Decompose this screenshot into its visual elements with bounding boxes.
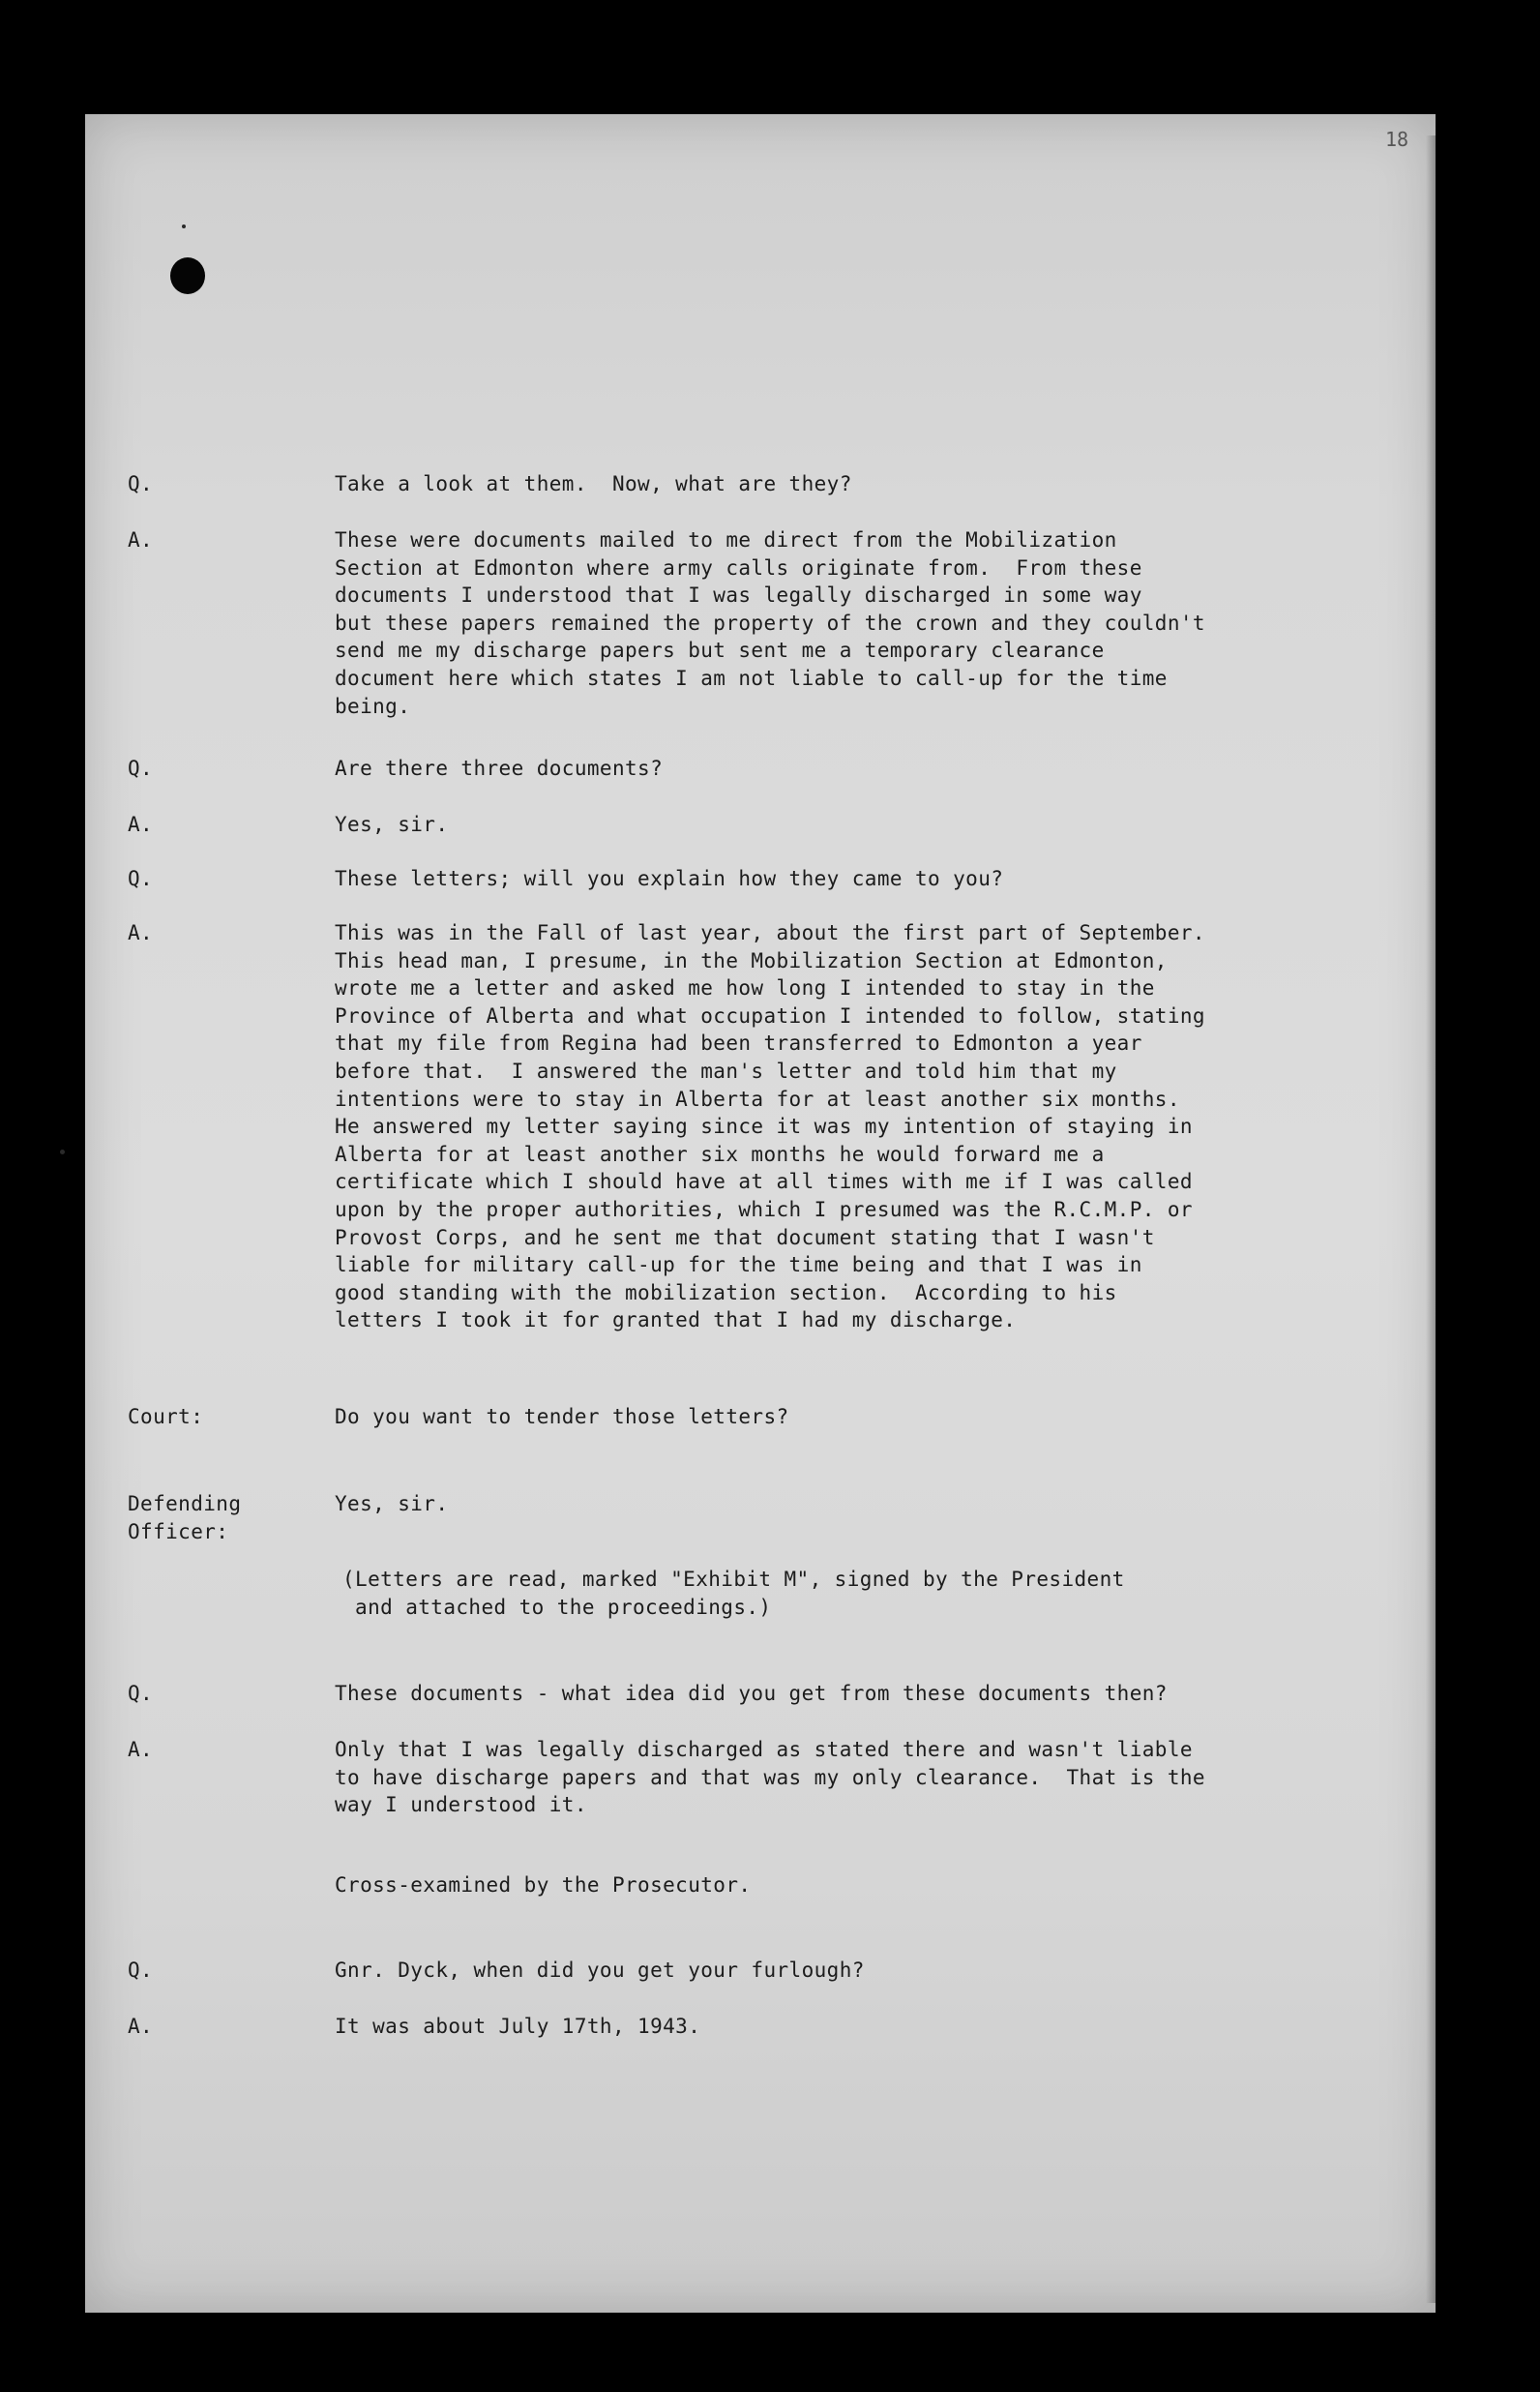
- speaker-label: Q.: [128, 472, 154, 495]
- speaker-label: Q.: [128, 867, 154, 890]
- entry-text: Only that I was legally discharged as stated there and wasn't liable to have discharge papers and that was my only clearance. That is the way I understood it.: [335, 1738, 1205, 1817]
- speaker-label: Q.: [128, 1958, 154, 1982]
- speaker-label: Q.: [128, 1682, 154, 1705]
- entry-text: (Letters are read, marked "Exhibit M", signed by the President and attached to the proceedings.): [342, 1568, 1125, 1619]
- dust-speck: [60, 1150, 65, 1154]
- entry-text: These letters; will you explain how they came to you?: [335, 867, 1004, 890]
- entry-text: Gnr. Dyck, when did you get your furlough?: [335, 1958, 865, 1982]
- page-number: 18: [1385, 128, 1409, 151]
- speaker-label: A.: [128, 2015, 154, 2038]
- speaker-label: A.: [128, 921, 154, 944]
- entry-text: Are there three documents?: [335, 757, 664, 780]
- dust-speck: [182, 224, 186, 228]
- speaker-label: A.: [128, 1738, 154, 1761]
- entry-text: Yes, sir.: [335, 813, 449, 836]
- entry-text: Cross-examined by the Prosecutor.: [335, 1873, 752, 1897]
- entry-text: Take a look at them. Now, what are they?: [335, 472, 852, 495]
- speaker-label: A.: [128, 813, 154, 836]
- entry-text: Yes, sir.: [335, 1492, 449, 1515]
- speaker-label: Defending Officer:: [128, 1492, 242, 1543]
- paper-edge-shadow: [1426, 135, 1436, 2303]
- entry-text: This was in the Fall of last year, about the first part of September. This head man, I presume, in the Mobilization Section at Edmonton, wrote me a letter and asked me how long I intended to stay in the Province of Alberta and what occupation I intended to follow, stating that my file from Regina had been transferred to Edmonton a year before that. I answered the man's letter and told him that my intentions were to stay in Alberta for at least another six months. He answered my letter saying since it was my intention of staying in Alberta for at least another six months he would forward me a certificate which I should have at all times with me if I was called upon by the proper authorities, which I presumed was the R.C.M.P. or Provost Corps, and he sent me that document stating that I wasn't liable for military call-up for the time being and that I was in good standing with the mobilization section. According to his letters I took it for granted that I had my discharge.: [335, 921, 1205, 1332]
- entry-text: These documents - what idea did you get from these documents then?: [335, 1682, 1168, 1705]
- punch-hole: [170, 257, 205, 294]
- entry-text: These were documents mailed to me direct from the Mobilization Section at Edmonton where army calls originate from. From these documents I understood that I was legally discharged in some way but these papers remained the property of the crown and they couldn't send me my discharge papers but sent me a temporary clearance document here which states I am not liable to call-up for the time being.: [335, 528, 1205, 718]
- speaker-label: Q.: [128, 757, 154, 780]
- speaker-label: Court:: [128, 1405, 204, 1428]
- speaker-label: A.: [128, 528, 154, 552]
- entry-text: Do you want to tender those letters?: [335, 1405, 789, 1428]
- entry-text: It was about July 17th, 1943.: [335, 2015, 701, 2038]
